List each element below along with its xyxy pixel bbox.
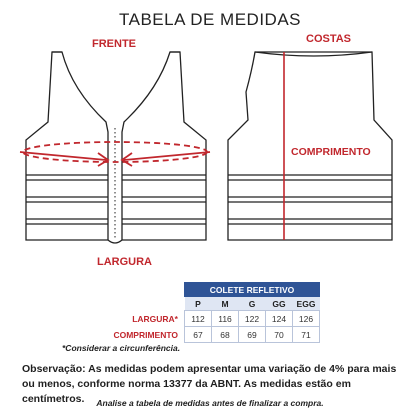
table-title-row bbox=[112, 283, 320, 297]
page-title: TABELA DE MEDIDAS bbox=[118, 10, 301, 29]
table-cell: 116 bbox=[212, 311, 239, 327]
footnote: *Considerar a circunferência. bbox=[62, 343, 181, 353]
size-table bbox=[112, 282, 320, 343]
row-label: COMPRIMENTO bbox=[113, 329, 178, 340]
table-cell: 71 bbox=[293, 327, 320, 343]
table-cell: 67 bbox=[185, 327, 212, 343]
size-header: P bbox=[185, 297, 212, 311]
size-header: EGG bbox=[293, 297, 320, 311]
back-label: COSTAS bbox=[306, 33, 352, 45]
front-vest bbox=[26, 52, 206, 243]
row-label: LARGURA* bbox=[132, 313, 178, 324]
table-cell: 112 bbox=[185, 311, 212, 327]
table-row bbox=[112, 327, 320, 343]
bottom-tip: Analise a tabela de medidas antes de finalizar a compra. bbox=[96, 398, 324, 408]
front-right-panel bbox=[122, 52, 206, 240]
table-row bbox=[112, 311, 320, 327]
front-label: FRENTE bbox=[92, 38, 136, 50]
size-header: M bbox=[212, 297, 239, 311]
measurement-note: Observação: As medidas podem apresentar uma variação de 4% para mais ou menos, conforme norma 13377 da ABNT. As medidas estão em centímetros. bbox=[22, 363, 397, 405]
table-size-row bbox=[112, 297, 320, 311]
table-title: COLETE REFLETIVO bbox=[185, 283, 320, 297]
table-cell: 69 bbox=[239, 327, 266, 343]
table-cell: 68 bbox=[212, 327, 239, 343]
table-cell: 122 bbox=[239, 311, 266, 327]
width-measure bbox=[20, 142, 210, 166]
table-cell: 70 bbox=[266, 327, 293, 343]
width-label: LARGURA bbox=[97, 256, 152, 268]
length-label: COMPRIMENTO bbox=[291, 146, 371, 158]
table-cell: 124 bbox=[266, 311, 293, 327]
size-header: G bbox=[239, 297, 266, 311]
front-closure bbox=[108, 240, 122, 243]
table-cell: 126 bbox=[293, 311, 320, 327]
size-header: GG bbox=[266, 297, 293, 311]
